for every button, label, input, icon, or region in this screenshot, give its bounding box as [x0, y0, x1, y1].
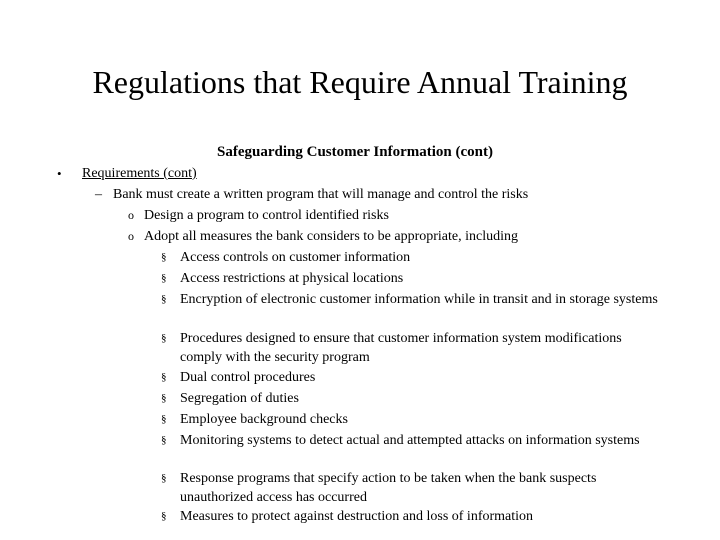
level1-item [57, 164, 197, 183]
section-bullet-icon: § [161, 510, 167, 522]
level4-text: Measures to protect against destruction and loss of information [180, 509, 534, 524]
level4-text: Employee background checks [180, 412, 348, 427]
section-bullet-icon: § [161, 371, 167, 383]
level2-text: Bank must create a written program that will manage and control the risks [113, 187, 529, 202]
level4-text: Access controls on customer information [180, 250, 411, 265]
level4-text: Encryption of electronic customer information while in transit and in storage systems [180, 292, 658, 307]
level4-item [161, 368, 661, 387]
level3-text: Adopt all measures the bank considers to be appropriate, including [144, 229, 519, 244]
level4-item [161, 507, 661, 526]
slide-subtitle: Safeguarding Customer Information (cont) [217, 144, 493, 160]
level4-text: Procedures designed to ensure that customer information system modifications comply with the security program [180, 331, 622, 365]
level4-item [161, 469, 661, 507]
level4-item [161, 269, 661, 288]
section-bullet-icon: § [161, 472, 167, 484]
level4-text: Dual control procedures [180, 370, 316, 385]
section-bullet-icon: § [161, 293, 167, 305]
section-bullet-icon: § [161, 392, 167, 404]
section-bullet-icon: § [161, 413, 167, 425]
level4-text: Segregation of duties [180, 391, 299, 406]
level4-item [161, 410, 661, 429]
level4-item [161, 290, 661, 309]
level4-text: Response programs that specify action to be taken when the bank suspects unauthorized access has occurred [180, 471, 597, 505]
level3-text: Design a program to control identified risks [144, 208, 389, 223]
level4-item [161, 431, 661, 450]
section-bullet-icon: § [161, 251, 167, 263]
level3-item [128, 227, 518, 246]
dash-bullet-icon: – [95, 187, 102, 202]
level1-text: Requirements (cont) [82, 166, 197, 181]
level2-item [95, 185, 528, 204]
level4-text: Monitoring systems to detect actual and attempted attacks on information systems [180, 433, 640, 448]
level4-item [161, 329, 661, 367]
level4-text: Access restrictions at physical locations [180, 271, 404, 286]
slide-title: Regulations that Require Annual Training [92, 64, 628, 100]
level3-item [128, 206, 389, 225]
section-bullet-icon: § [161, 272, 167, 284]
level4-item [161, 389, 661, 408]
level4-item [161, 248, 661, 267]
bullet-dot-icon: • [57, 166, 62, 181]
circle-bullet-icon: o [128, 208, 134, 222]
section-bullet-icon: § [161, 434, 167, 446]
circle-bullet-icon: o [128, 229, 134, 243]
section-bullet-icon: § [161, 332, 167, 344]
